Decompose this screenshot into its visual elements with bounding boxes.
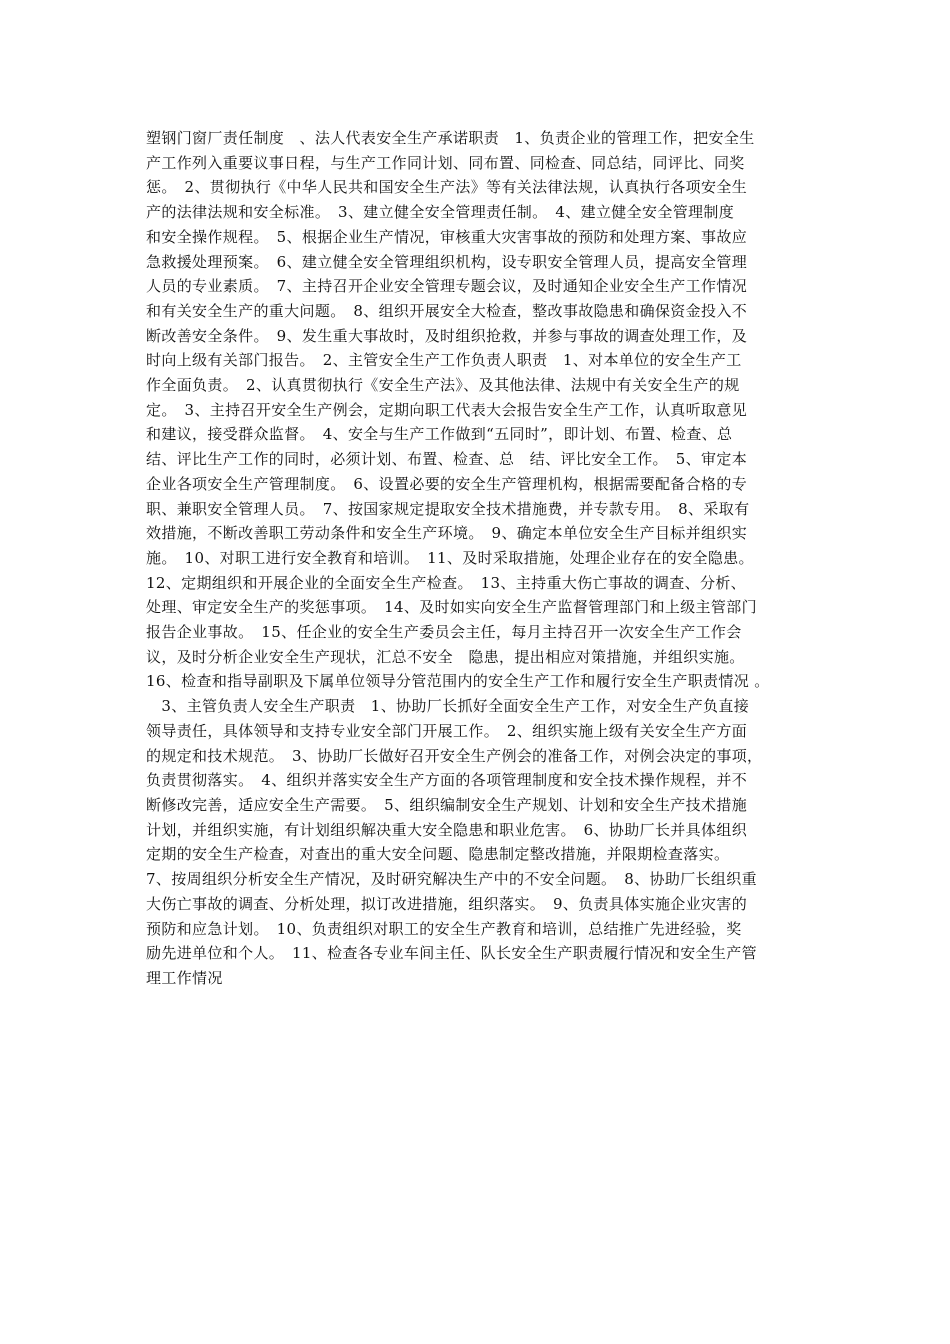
body-text-line: 产工作列入重要议事日程，与生产工作同计划、同布置、同检查、同总结，同评比、同奖 <box>146 153 745 172</box>
body-text-line: 定期的安全生产检查，对查出的重大安全问题、隐患制定整改措施，并限期检查落实。 <box>146 845 730 864</box>
body-text-line: 断改善安全条件。 9、发生重大事故时，及时组织抢救，并参与事故的调查处理工作，及 <box>146 326 748 345</box>
document-body-text <box>146 126 810 991</box>
body-text-line: 大伤亡事故的调查、分析处理，拟订改进措施，组织落实。 9、负责具体实施企业灾害的 <box>146 894 748 913</box>
body-text-line: 7、按周组织分析安全生产情况，及时研究解决生产中的不安全问题。 8、协助厂长组织重 <box>146 870 757 889</box>
body-text-line: 作全面负责。 2、认真贯彻执行《安全生产法》、及其他法律、法规中有关安全生产的规 <box>146 376 740 395</box>
body-text-line: 企业各项安全生产管理制度。 6、设置必要的安全生产管理机构，根据需要配备合格的专 <box>146 474 748 493</box>
body-text-line: 领导责任，具体领导和支持专业安全部门开展工作。 2、组织实施上级有关安全生产方面 <box>146 721 748 740</box>
body-text-line: 和有关安全生产的重大问题。 8、组织开展安全大检查，整改事故隐患和确保资金投入不 <box>146 301 748 320</box>
body-text-line: 理工作情况 <box>146 968 223 987</box>
body-text-line: 定。 3、主持召开安全生产例会，定期向职工代表大会报告安全生产工作，认真听取意见 <box>146 400 748 419</box>
body-text-line: 效措施，不断改善职工劳动条件和安全生产环境。 9、确定本单位安全生产目标并组织实 <box>146 524 748 543</box>
body-text-line: 惩。 2、贯彻执行《中华人民共和国安全生产法》等有关法律法规，认真执行各项安全生 <box>146 178 748 197</box>
body-text-line: 16、检查和指导副职及下属单位领导分管范围内的安全生产工作和履行安全生产职责情况 。 <box>146 672 770 691</box>
body-text-line: 预防和应急计划。 10、负责组织对职工的安全生产教育和培训，总结推广先进经验，奖 <box>146 919 742 938</box>
body-text-line: 结、评比生产工作的同时，必须计划、布置、检查、总 结、评比安全工作。 5、审定本 <box>146 450 748 469</box>
body-text-line: 施。 10、对职工进行安全教育和培训。 11、及时采取措施，处理企业存在的安全隐患。 <box>146 548 754 567</box>
body-text-line: 职、兼职安全管理人员。 7、按国家规定提取安全技术措施费，并专款专用。 8、采取有 <box>146 499 750 518</box>
body-text-line: 计划，并组织实施，有计划组织解决重大安全隐患和职业危害。 6、协助厂长并具体组织 <box>146 820 748 839</box>
body-text-line: 产的法律法规和安全标准。 3、建立健全安全管理责任制。 4、建立健全安全管理制度 <box>146 203 735 222</box>
body-text-line: 励先进单位和个人。 11、检查各专业车间主任、队长安全生产职责履行情况和安全生产管 <box>146 944 757 963</box>
body-text-line: 报告企业事故。 15、任企业的安全生产委员会主任，每月主持召开一次安全生产工作会 <box>146 623 742 642</box>
body-text-line: 和建议，接受群众监督。 4、安全与生产工作做到“五同时”，即计划、布置、检查、总 <box>146 425 733 444</box>
body-text-line: 议，及时分析企业安全生产现状，汇总不安全 隐患，提出相应对策措施，并组织实施。 <box>146 647 745 666</box>
body-text-line: 和安全操作规程。 5、根据企业生产情况，审核重大灾害事故的预防和处理方案、事故应 <box>146 227 748 246</box>
body-text-line: 断修改完善，适应安全生产需要。 5、组织编制安全生产规划、计划和安全生产技术措施 <box>146 795 748 814</box>
body-text-line: 急救援处理预案。 6、建立健全安全管理组织机构，设专职安全管理人员，提高安全管理 <box>146 252 748 271</box>
body-text-line: 的规定和技术规范。 3、协助厂长做好召开安全生产例会的准备工作，对例会决定的事项， <box>146 746 763 765</box>
body-text-line: 人员的专业素质。 7、主持召开企业安全管理专题会议，及时通知企业安全生产工作情况 <box>146 277 748 296</box>
body-text-line: 时向上级有关部门报告。 2、主管安全生产工作负责人职责 1、对本单位的安全生产工 <box>146 351 742 370</box>
body-text-line: 负责贯彻落实。 4、组织并落实安全生产方面的各项管理制度和安全技术操作规程，并不 <box>146 771 748 790</box>
body-text-line: 塑钢门窗厂责任制度 、法人代表安全生产承诺职责 1、负责企业的管理工作，把安全生 <box>146 129 755 147</box>
body-text-line: 12、定期组织和开展企业的全面安全生产检查。 13、主持重大伤亡事故的调查、分析、 <box>146 573 747 592</box>
body-text-line: 处理、审定安全生产的奖惩事项。 14、及时如实向安全生产监督管理部门和上级主管部门 <box>146 598 757 617</box>
body-text-line: 3、主管负责人安全生产职责 1、协助厂长抓好全面安全生产工作，对安全生产负直接 <box>146 697 750 716</box>
